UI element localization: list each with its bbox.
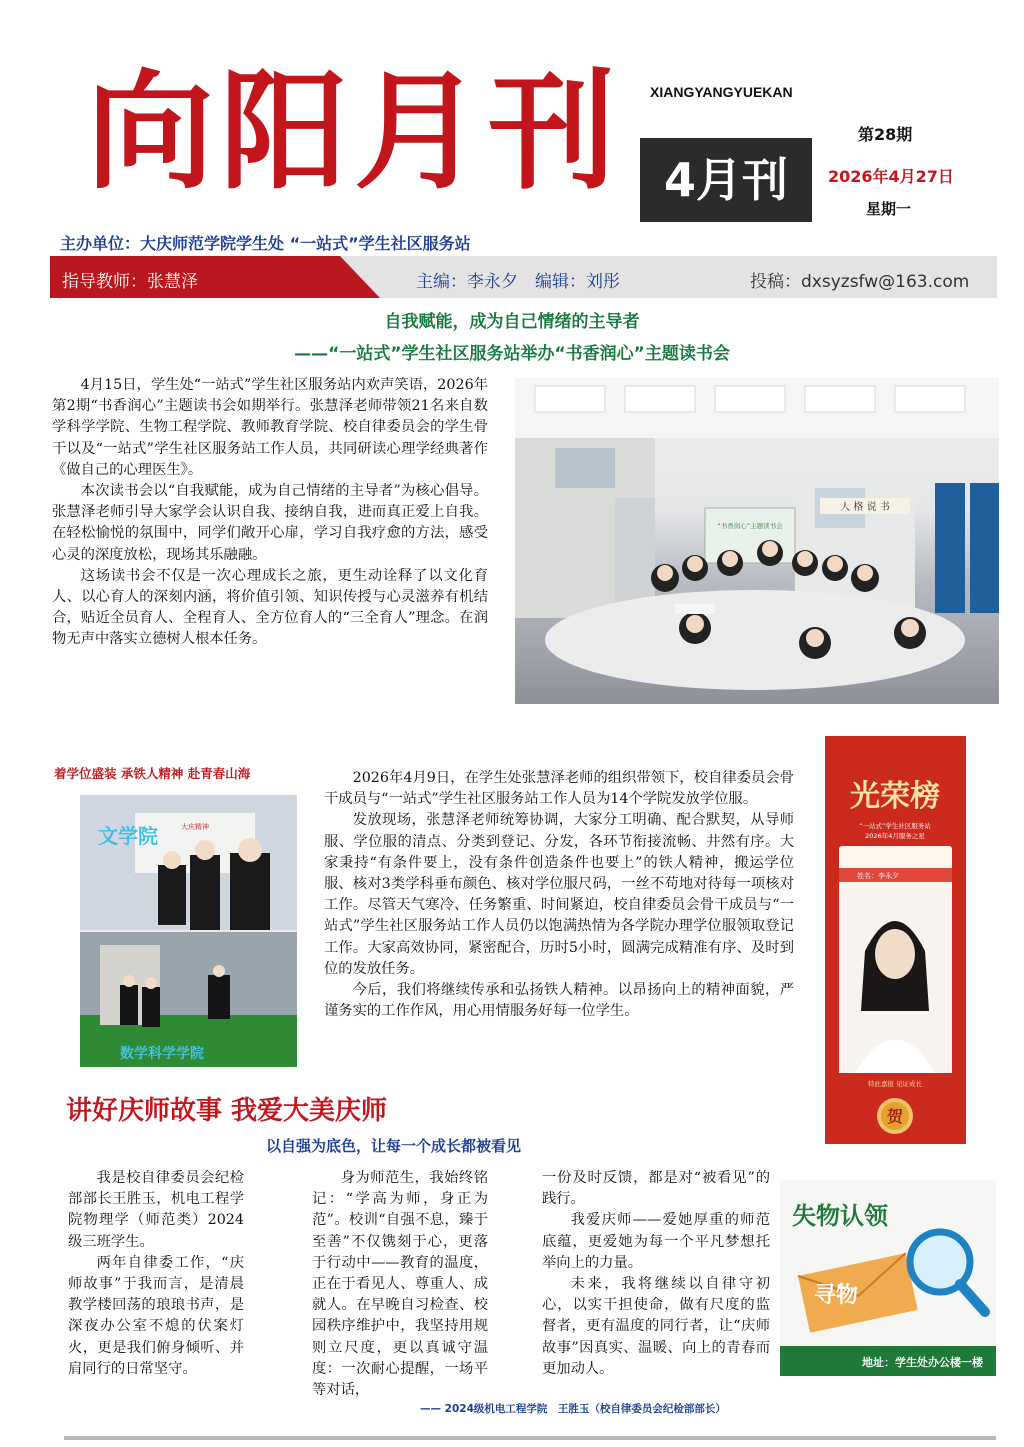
screen-title-text: “书香润心”主题读书会 — [717, 522, 783, 530]
issue-number: 第28期 — [858, 125, 913, 144]
article3-paragraph: 身为师范生，我始终铭记：“学高为师，身正为范”。校训“自强不息，臻于至善”不仅镌刻于心，更落于行动中——教育的温度，正在于看见人、尊重人、成就人。在早晚自习检查、校园秩序维护中，我坚持用规则立尺度，更以真诚守温度：一次耐心提醒，一场平等对话， — [312, 1170, 488, 1399]
honor-board-subtitle-2: 2026年4月服务之星 — [865, 832, 925, 840]
issue-weekday: 星期一 — [866, 200, 912, 218]
article3-paragraph: 我爱庆师——爱她厚重的师范底蕴，更爱她为每一个平凡梦想托举向上的力量。 — [542, 1212, 770, 1271]
article2-paragraph: 发放现场，张慧泽老师统筹协调，大家分工明确、配合默契，从导师服、学位服的清点、分类到登记、分发，各环节衔接流畅、井然有序。大家秉持“有条件要上，没有条件创造条件也要上”的铁人精神，搬运学位服、核对3类学科垂布颜色、核对学位服尺码，一丝不苟地对待每一项核对工作。尽管天气寒冷、任务繁重、时间紧迫，校自律委员会骨干成员与“一站式”学生社区服务站工作人员仍以饱满热情为各学院办理学位服领取登记工作。大家高效协同，紧密配合，历时5小时，圆满完成精准有序、及时到位的发放任务。 — [324, 812, 794, 977]
advisor: 指导教师：张慧泽 — [62, 272, 198, 292]
article3-signature: —— 2024级机电工程学院 王胜玉（校自律委员会纪检部部长） — [420, 1403, 726, 1415]
article1-body — [52, 375, 488, 651]
submission-email: 投稿：dxsyzsfw@163.com — [750, 272, 970, 292]
graduation-collage — [80, 795, 297, 1067]
article2-paragraph: 今后，我们将继续传承和弘扬铁人精神。以昂扬向上的精神面貌，严谨务实的工作作风，用心用情服务好每一位学生。 — [324, 982, 794, 1020]
article3-paragraph: 未来，我将继续以自律守初心，以实干担使命，做有尺度的监督者，更有温度的同行者，让“庆师故事”因真实、温暖、向上的青春而更加动人。 — [542, 1276, 770, 1377]
editors: 主编：李永夕 编辑：刘彤 — [416, 272, 620, 292]
lost-found-address: 地址：学生处办公楼一楼 — [862, 1356, 983, 1369]
bottom-rule — [64, 1436, 996, 1440]
reading-club-photo-art — [515, 378, 999, 704]
honor-board-art — [825, 736, 966, 1144]
reading-club-photo — [515, 378, 999, 704]
honor-board-seal: 贺 — [886, 1107, 904, 1126]
honor-board — [825, 736, 966, 1144]
article3-subtitle: 以自强为底色，让每一个成长都被看见 — [266, 1137, 522, 1155]
honor-board-footer: 特此嘉报 见证成长 — [867, 1080, 923, 1088]
article1-headline: 自我赋能，成为自己情绪的主导者 — [384, 312, 640, 332]
masthead-title: 向阳月刊 — [86, 57, 623, 207]
article2-paragraph: 2026年4月9日，在学生处张慧泽老师的组织带领下，校自律委员会骨干成员与“一站式”学生社区服务站工作人员为14个学院发放学位服。 — [324, 770, 794, 808]
article3-paragraph: 一份及时反馈，都是对“被看见”的践行。 — [542, 1170, 770, 1208]
article3-title: 讲好庆师故事 我爱大美庆师 — [66, 1096, 388, 1126]
collage-poster-text: 大庆精神 — [181, 823, 209, 831]
article1-subheadline: ——“一站式”学生社区服务站举办“书香润心”主题读书会 — [294, 344, 730, 364]
masthead-pinyin: XIANGYANGYUEKAN — [650, 84, 793, 100]
article3-column-1 — [68, 1168, 244, 1380]
lost-found-badge: 寻物 — [814, 1283, 859, 1308]
article2-body — [324, 768, 794, 1022]
article1-paragraph: 本次读书会以“自我赋能，成为自己情绪的主导者”为核心倡导。张慧泽老师引导大家学会认识自我、接纳自我，进而真正爱上自我。在轻松愉悦的氛围中，同学们敞开心扉，学习自我疗愈的方法，感受心灵的深度放松，现场其乐融融。 — [52, 483, 488, 563]
organizer-line: 主办单位：大庆师范学院学生处 “一站式”学生社区服务站 — [60, 234, 471, 253]
graduation-collage-art — [80, 795, 297, 1067]
wall-plaque-text: 人 格 说 书 — [840, 502, 890, 513]
honor-board-name: 姓名：李永夕 — [857, 872, 899, 880]
article3-paragraph: 我是校自律委员会纪检部部长王胜玉，机电工程学院物理学（师范类）2024级三班学生。 — [68, 1170, 244, 1250]
article3-column-2 — [312, 1168, 488, 1401]
collage-label-top: 文学院 — [98, 824, 158, 848]
issue-date: 2026年4月27日 — [828, 167, 954, 186]
honor-board-subtitle-1: “一站式”学生社区服务站 — [859, 822, 931, 830]
article2-heading: 着学位盛装 承铁人精神 赴青春山海 — [54, 766, 251, 781]
lost-and-found-art — [780, 1180, 996, 1376]
article1-paragraph: 这场读书会不仅是一次心理成长之旅，更生动诠释了以文化育人、以心育人的深刻内涵，将价值引领、知识传授与心灵滋养有机结合，贴近全员育人、全程育人、全方位育人的“三全育人”理念。在润物无声中落实立德树人根本任务。 — [52, 567, 488, 648]
lost-and-found-card — [780, 1180, 996, 1376]
article3-paragraph: 两年自律委工作，“庆师故事”于我而言，是清晨教学楼回荡的琅琅书声，是深夜办公室不熄的伏案灯火，更是我们俯身倾听、并肩同行的日常坚守。 — [68, 1254, 244, 1377]
article3-column-3 — [542, 1168, 770, 1380]
collage-label-bottom: 数学科学学院 — [120, 1046, 204, 1062]
article1-paragraph: 4月15日，学生处“一站式”学生社区服务站内欢声笑语，2026年第2期“书香润心”主题读书会如期举行。张慧泽老师带领21名来自数学科学学院、生物工程学院、教师教育学院、校自律委员会的学生骨干以及“一站式”学生社区服务站工作人员，共同研读心理学经典著作《做自己的心理医生》。 — [52, 377, 488, 478]
lost-found-title: 失物认领 — [792, 1202, 888, 1230]
honor-board-title: 光荣榜 — [850, 779, 940, 814]
edition-label: 4月刊 — [640, 138, 812, 222]
